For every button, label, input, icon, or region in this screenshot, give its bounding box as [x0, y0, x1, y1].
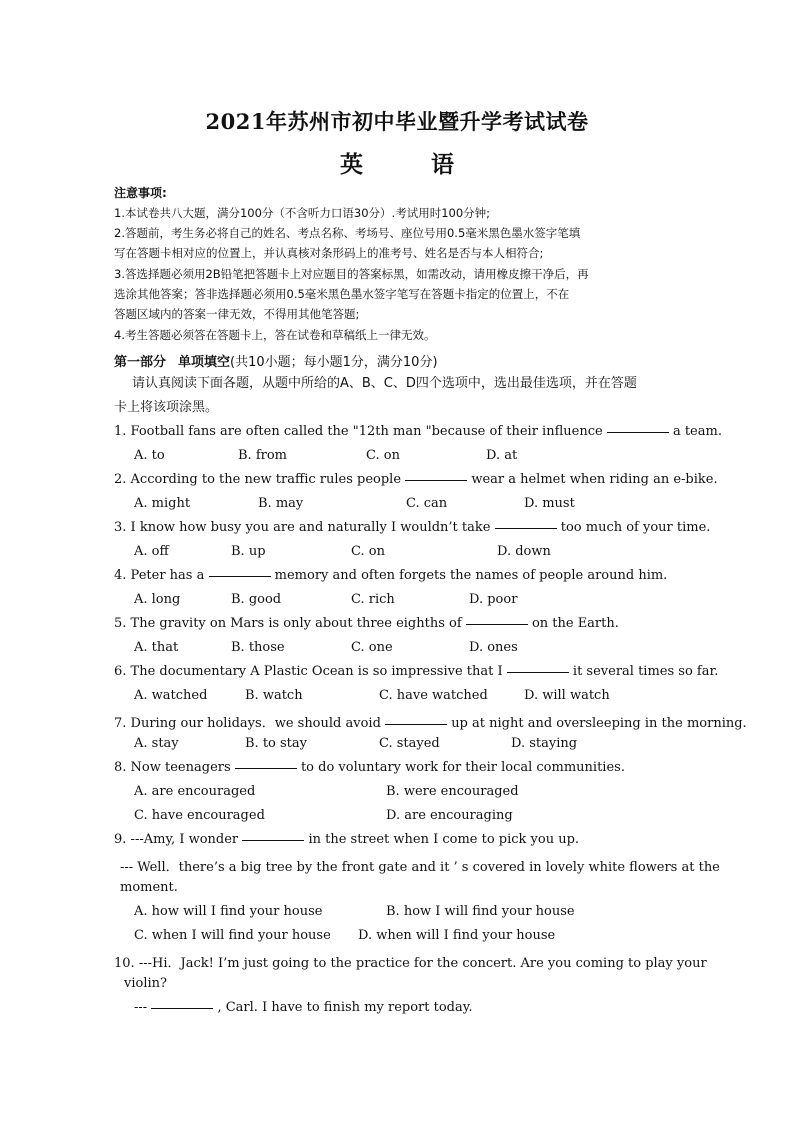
question-8 [114, 760, 688, 775]
option-d[interactable]: D. are encouraging [386, 808, 513, 823]
option-c[interactable]: C. have watched [379, 688, 488, 703]
option-a[interactable]: A. watched [134, 688, 208, 703]
question-number: 6. [114, 664, 127, 679]
question-text: up at night and oversleeping in the morning. [451, 716, 747, 731]
question-text: it several times so far. [572, 664, 719, 679]
dialogue-reply: --- Well．there’s a big tree by the front gate and it ’ s covered in lovely white flowers at the [120, 860, 720, 875]
question-text: a team. [672, 424, 722, 439]
option-a[interactable]: A. are encouraged [134, 784, 256, 799]
option-c[interactable]: C. have encouraged [134, 808, 265, 823]
exam-title: 2021年苏州市初中毕业暨升学考试试卷 [205, 109, 589, 134]
option-c[interactable]: C. one [351, 640, 393, 655]
question-text: violin? [124, 976, 167, 991]
question-text: memory and often forgets the names of people around him. [274, 568, 668, 583]
notice-item: 2.答题前，考生务必将自己的姓名、考点名称、考场号、座位号用0.5毫米黑色墨水签字笔填 [114, 226, 581, 240]
notice-item: 写在答题卡相对应的位置上，并认真核对条形码上的准考号、姓名是否与本人相符合; [114, 246, 544, 260]
answer-blank[interactable] [151, 1007, 213, 1009]
answer-blank[interactable] [495, 527, 557, 529]
question-text: Peter has a [130, 568, 205, 583]
question-6 [114, 664, 719, 679]
question-text: too much of your time. [560, 520, 711, 535]
notice-item: 4.考生答题必须答在答题卡上，答在试卷和草稿纸上一律无效。 [114, 328, 436, 342]
option-a[interactable]: A. that [134, 640, 179, 655]
option-c[interactable]: C. stayed [379, 736, 440, 751]
question-number: 5. [114, 616, 127, 631]
question-number: 10. [114, 956, 135, 971]
dialogue-reply: --- , Carl. I have to finish my report today. [134, 1000, 473, 1015]
question-4 [114, 568, 688, 583]
answer-blank[interactable] [507, 671, 569, 673]
option-c[interactable]: C. on [351, 544, 385, 559]
section-detail: (共10小题；每小题1分，满分10分) [230, 355, 438, 370]
question-3 [114, 520, 711, 535]
option-d[interactable]: D. when will I find your house [358, 928, 556, 943]
question-number: 8. [114, 760, 127, 775]
option-a[interactable]: A. to [134, 448, 165, 463]
option-b[interactable]: B. were encouraged [386, 784, 519, 799]
question-text: During our holidays．we should avoid [130, 716, 381, 731]
question-text: The gravity on Mars is only about three eighths of [130, 616, 462, 631]
question-text: According to the new traffic rules people [130, 472, 402, 487]
question-5 [114, 616, 688, 631]
question-text: Football fans are often called the "12th man "because of their influence [130, 424, 603, 439]
option-c[interactable]: C. can [406, 496, 448, 511]
option-d[interactable]: D. down [497, 544, 551, 559]
option-a[interactable]: A. stay [134, 736, 179, 751]
question-9 [114, 832, 688, 847]
question-1 [114, 424, 722, 439]
notice-heading: 注意事项: [114, 186, 167, 200]
notice-item: 答题区域内的答案一律无效，不得用其他笔答题; [114, 307, 360, 321]
option-a[interactable]: A. how will I find your house [134, 904, 323, 919]
question-number: 7. [114, 716, 127, 731]
option-a[interactable]: A. might [134, 496, 191, 511]
option-d[interactable]: D. must [524, 496, 575, 511]
section-name: 单项填空 [178, 355, 231, 370]
question-text: ---Amy, I wonder [130, 832, 239, 847]
question-number: 3. [114, 520, 127, 535]
notice-item: 1.本试卷共八大题，满分100分（不含听力口语30分）.考试用时100分钟; [114, 206, 491, 220]
question-text: Now teenagers [130, 760, 231, 775]
option-a[interactable]: A. off [134, 544, 169, 559]
subject-title: 英 语 [339, 151, 454, 178]
question-number: 4. [114, 568, 127, 583]
question-text: to do voluntary work for their local communities. [300, 760, 625, 775]
option-d[interactable]: D. will watch [524, 688, 610, 703]
option-b[interactable]: B. good [231, 592, 282, 607]
section-heading [114, 351, 438, 370]
option-b[interactable]: B. to stay [245, 736, 307, 751]
question-text: wear a helmet when riding an e-bike. [471, 472, 718, 487]
question-10 [114, 952, 707, 971]
option-b[interactable]: B. how I will find your house [386, 904, 575, 919]
question-text: on the Earth. [531, 616, 619, 631]
question-number: 9. [114, 832, 127, 847]
answer-blank[interactable] [405, 479, 467, 481]
instruction-line: 卡上将该项涂黑。 [114, 400, 219, 415]
option-b[interactable]: B. watch [245, 688, 303, 703]
instruction-line: 请认真阅读下面各题，从题中所给的A、B、C、D四个选项中，选出最佳选项，并在答题 [132, 376, 637, 391]
option-a[interactable]: A. long [134, 592, 181, 607]
section-label: 第一部分 [114, 355, 167, 370]
question-text: ---Hi．Jack! I’m just going to the practice for the concert. Are you coming to play your [138, 956, 707, 971]
question-number: 2. [114, 472, 127, 487]
option-b[interactable]: B. may [258, 496, 304, 511]
dialogue-reply: moment. [120, 880, 178, 895]
option-b[interactable]: B. those [231, 640, 285, 655]
answer-blank[interactable] [242, 839, 304, 841]
question-7 [114, 712, 747, 731]
question-number: 1. [114, 424, 127, 439]
option-c[interactable]: C. on [366, 448, 400, 463]
notice-item: 选涂其他答案；答非选择题必须用0.5毫米黑色墨水签字笔写在答题卡指定的位置上，不在 [114, 287, 570, 301]
question-text: in the street when I come to pick you up. [308, 832, 580, 847]
option-c[interactable]: C. rich [351, 592, 395, 607]
answer-blank[interactable] [607, 431, 669, 433]
question-2 [114, 472, 718, 487]
option-d[interactable]: D. ones [469, 640, 518, 655]
option-b[interactable]: B. up [231, 544, 266, 559]
answer-blank[interactable] [466, 623, 528, 625]
answer-blank[interactable] [385, 723, 447, 725]
notice-item: 3.答选择题必须用2B铅笔把答题卡上对应题目的答案标黑，如需改动，请用橡皮擦干净后，再 [114, 267, 589, 281]
answer-blank[interactable] [235, 767, 297, 769]
answer-blank[interactable] [209, 575, 271, 577]
question-text: I know how busy you are and naturally I wouldn’t take [130, 520, 491, 535]
option-c[interactable]: C. when I will find your house [134, 928, 331, 943]
option-b[interactable]: B. from [238, 448, 287, 463]
option-d[interactable]: D. at [486, 448, 518, 463]
option-d[interactable]: D. poor [469, 592, 518, 607]
option-d[interactable]: D. staying [511, 736, 578, 751]
question-text: The documentary A Plastic Ocean is so impressive that I [130, 664, 503, 679]
